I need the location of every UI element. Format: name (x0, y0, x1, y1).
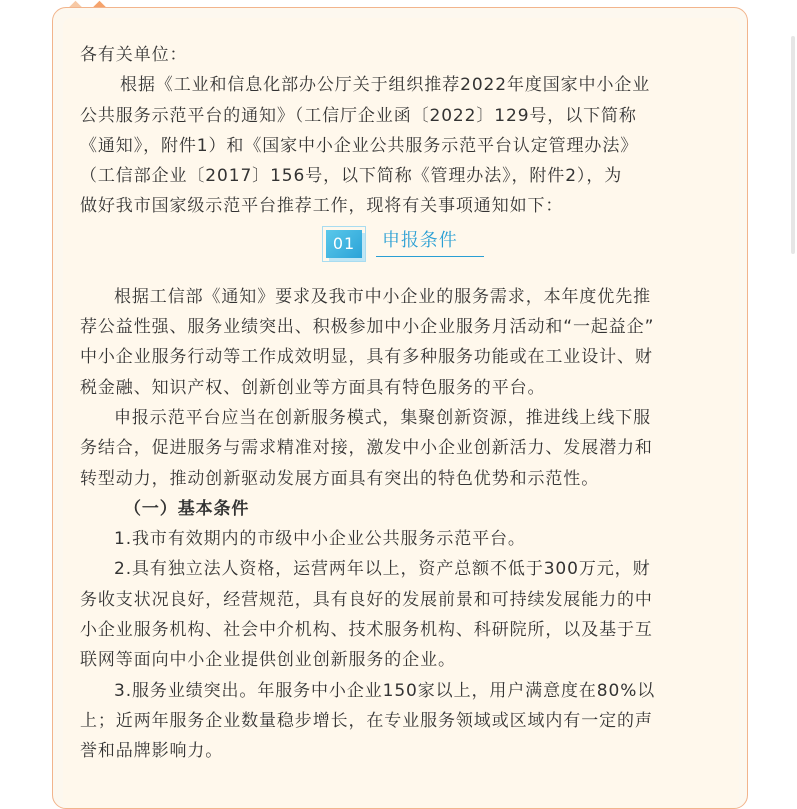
intro-line: 根据《工业和信息化部办公厅关于组织推荐2022年度国家中小企业 (120, 75, 651, 96)
para2-line: 转型动力，推动创新驱动发展方面具有突出的特色优势和示范性。 (80, 468, 600, 489)
item3-line: 上；近两年服务企业数量稳步增长，在专业服务领域或区域内有一定的声 (80, 710, 653, 731)
intro-line: 《通知》，附件1）和《国家中小企业公共服务示范平台认定管理办法》 (80, 135, 639, 156)
intro-line: 做好我市国家级示范平台推荐工作，现将有关事项通知如下： (80, 196, 564, 217)
subheading-basic-conditions: （一）基本条件 (124, 498, 250, 519)
para1-line: 中小企业服务行动等工作成效明显，具有多种服务功能或在工业设计、财 (80, 347, 653, 368)
item2-line: 2.具有独立法人资格，运营两年以上，资产总额不低于300万元，财 (114, 559, 651, 580)
para2-line: 申报示范平台应当在创新服务模式，集聚创新资源，推进线上线下服 (114, 407, 651, 428)
section-number-badge: 01 (326, 230, 362, 258)
scrollbar[interactable] (791, 0, 797, 777)
intro-line: （工信部企业〔2017〕156号，以下简称《管理办法》，附件2），为 (80, 166, 623, 187)
intro-line: 公共服务示范平台的通知》（工信厅企业函〔2022〕129号，以下简称 (80, 105, 637, 126)
section-heading (80, 222, 720, 282)
section-title: 申报条件 (376, 226, 484, 257)
item1: 1.我市有效期内的市级中小企业公共服务示范平台。 (114, 529, 526, 550)
item3-line: 誉和品牌影响力。 (80, 741, 224, 762)
para1-line: 荐公益性强、服务业绩突出、积极参加中小企业服务月活动和“一起益企” (80, 317, 655, 338)
para2-line: 务结合，促进服务与需求精准对接，激发中小企业创新活力、发展潜力和 (80, 438, 653, 459)
greeting: 各有关单位： (80, 45, 188, 65)
item3-line: 3.服务业绩突出。年服务中小企业150家以上，用户满意度在80%以 (114, 680, 656, 701)
para1-line: 税金融、知识产权、创新创业等方面具有特色服务的平台。 (80, 377, 546, 398)
item2-line: 联网等面向中小企业提供创业创新服务的企业。 (80, 650, 456, 671)
item2-line: 小企业服务机构、社会中介机构、技术服务机构、科研院所，以及基于互 (80, 620, 653, 641)
para1-line: 根据工信部《通知》要求及我市中小企业的服务需求，本年度优先推 (114, 286, 651, 307)
article-body (80, 40, 720, 767)
item2-line: 务收支状况良好，经营规范，具有良好的发展前景和可持续发展能力的中 (80, 589, 653, 610)
scrollbar-thumb[interactable] (791, 36, 795, 254)
